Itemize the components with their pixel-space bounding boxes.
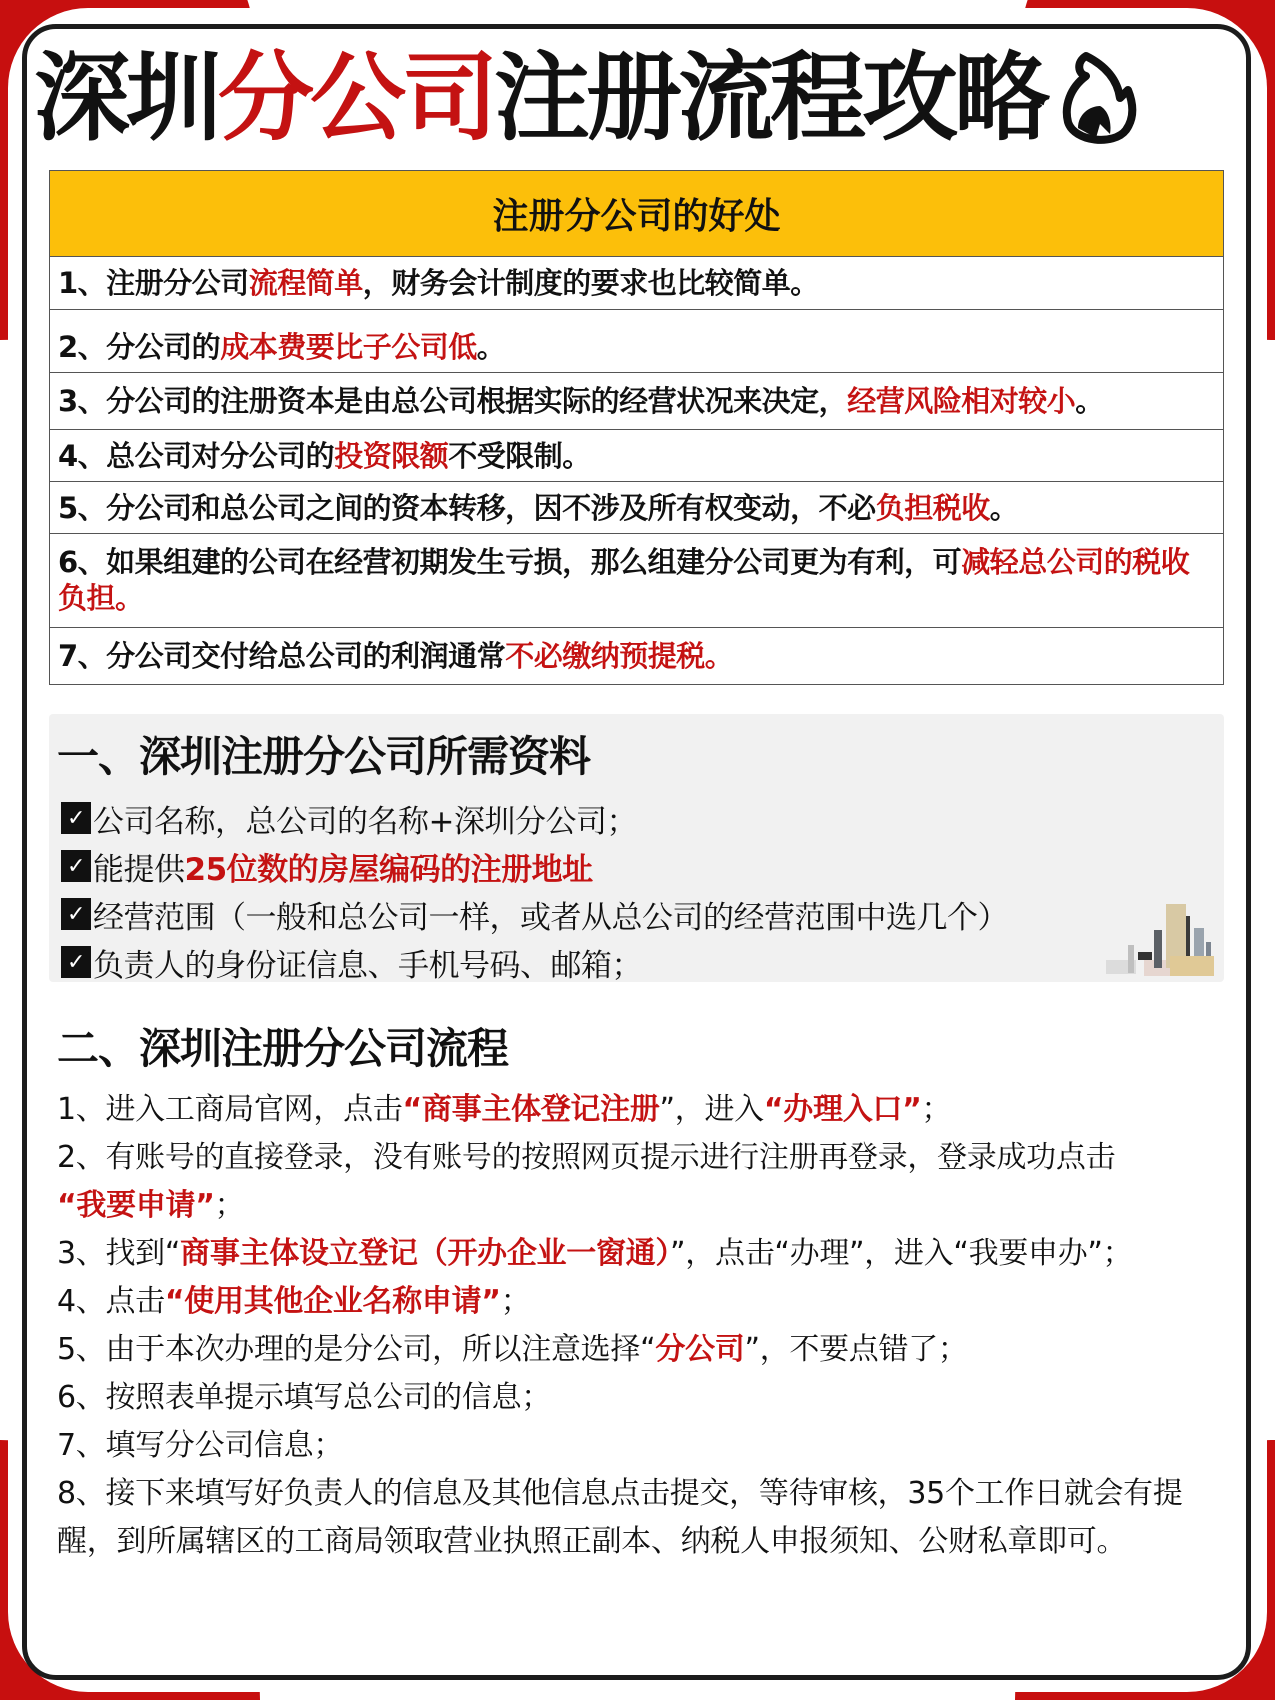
benefit-text: 。 [476,330,506,364]
benefit-text: 。 [989,490,1019,525]
page-title [34,40,1214,156]
step-text: 1、进入工商局官网，点击 [57,1092,403,1127]
title-part-3: 注册流程攻略 [494,42,1046,154]
step-highlight: 商事主体设立登记（开办企业一窗通） [180,1236,671,1271]
benefit-row [50,310,1223,373]
process-step [57,1134,1217,1230]
benefit-highlight: 成本费要比子公司低 [220,330,477,364]
materials-list [61,794,1008,986]
benefit-text: 1、注册分公司 [58,266,249,300]
step-text: 7、填写分公司信息； [57,1428,344,1463]
materials-item-highlight: 25位数的房屋编码的注册地址 [184,851,593,888]
title-part-2-highlight: 分公司 [218,42,494,154]
materials-item-text: 经营范围（一般和总公司一样，或者从总公司的经营范围中选几个） [93,899,1008,936]
materials-item [61,938,1008,986]
step-text: 5、由于本次办理的是分公司，所以注意选择“ [57,1332,656,1367]
step-text: 4、点击 [57,1284,165,1319]
materials-item [61,890,1008,938]
benefit-row [50,628,1223,684]
benefit-text: 2、分公司的 [58,330,221,364]
step-text: 6、按照表单提示填写总公司的信息； [57,1380,551,1415]
process-title: 二、深圳注册分公司流程 [57,1024,509,1073]
benefit-highlight: 流程简单 [248,266,363,300]
step-text: ； [500,1284,531,1319]
step-text: ； [214,1188,245,1223]
materials-title: 一、深圳注册分公司所需资料 [57,732,591,781]
materials-item [61,842,1008,890]
benefit-row [50,257,1223,310]
process-section [57,1024,1217,1566]
benefit-text: 3、分公司的注册资本是由总公司根据实际的经营状况来决定， [58,384,848,418]
benefit-row [50,430,1223,482]
benefit-highlight: 减轻总公司的税收负担。 [58,545,1190,615]
benefits-table [49,170,1224,685]
benefit-text: ，财务会计制度的要求也比较简单。 [362,266,819,300]
materials-section [49,714,1224,982]
checkbox-checked-icon: ✓ [61,946,91,978]
benefit-text: 。 [1075,384,1104,418]
benefits-header: 注册分公司的好处 [50,171,1223,257]
materials-item-text: 负责人的身份证信息、手机号码、邮箱； [93,947,642,984]
checkbox-checked-icon: ✓ [61,898,91,930]
materials-item-text: 能提供 [93,851,185,888]
benefit-highlight: 经营风险相对较小 [847,384,1076,418]
step-text: ”，点击“办理”，进入“我要申办”； [670,1236,1133,1271]
step-highlight: 分公司 [655,1332,745,1367]
benefit-text: 5、分公司和总公司之间的资本转移，因不涉及所有权变动，不必 [58,490,876,525]
step-text: ”，进入 [659,1092,764,1127]
process-step [57,1470,1217,1566]
benefit-row [50,482,1223,534]
benefit-row [50,534,1223,628]
step-highlight: “商事主体登记注册 [402,1092,660,1127]
process-step [57,1374,1217,1422]
step-text: ”，不要点错了； [744,1332,968,1367]
checkbox-checked-icon: ✓ [61,802,91,834]
benefit-text: 6、如果组建的公司在经营初期发生亏损，那么组建分公司更为有利，可 [58,545,962,579]
process-step [57,1230,1217,1278]
fire-icon [1056,48,1142,148]
process-step [57,1326,1217,1374]
city-buildings-illustration [1104,890,1224,980]
checkbox-checked-icon: ✓ [61,850,91,882]
step-highlight: “我要申请” [57,1188,215,1223]
benefit-row [50,373,1223,430]
step-highlight: “办理入口” [763,1092,922,1127]
process-step [57,1278,1217,1326]
materials-item-text: 公司名称，总公司的名称+深圳分公司； [93,803,637,840]
step-highlight: “使用其他企业名称申请” [164,1284,501,1319]
process-step [57,1422,1217,1470]
step-text: 8、接下来填写好负责人的信息及其他信息点击提交，等待审核，35个工作日就会有提醒，到所属辖区的工商局领取营业执照正副本、纳税人申报须知、公财私章即可。 [57,1476,1183,1559]
process-step [57,1086,1217,1134]
benefit-text: 7、分公司交付给总公司的利润通常 [58,639,506,673]
benefit-highlight: 投资限额 [334,438,449,473]
benefit-highlight: 负担税收 [875,490,990,525]
step-text: 3、找到“ [57,1236,181,1271]
benefit-highlight: 不必缴纳预提税。 [505,639,734,673]
step-text: 2、有账号的直接登录，没有账号的按照网页提示进行注册再登录，登录成功点击 [57,1140,1116,1175]
materials-item [61,794,1008,842]
title-part-1: 深圳 [34,42,218,154]
benefit-text: 4、总公司对分公司的 [58,438,335,473]
step-text: ； [921,1092,952,1127]
benefit-text: 不受限制。 [448,438,591,473]
